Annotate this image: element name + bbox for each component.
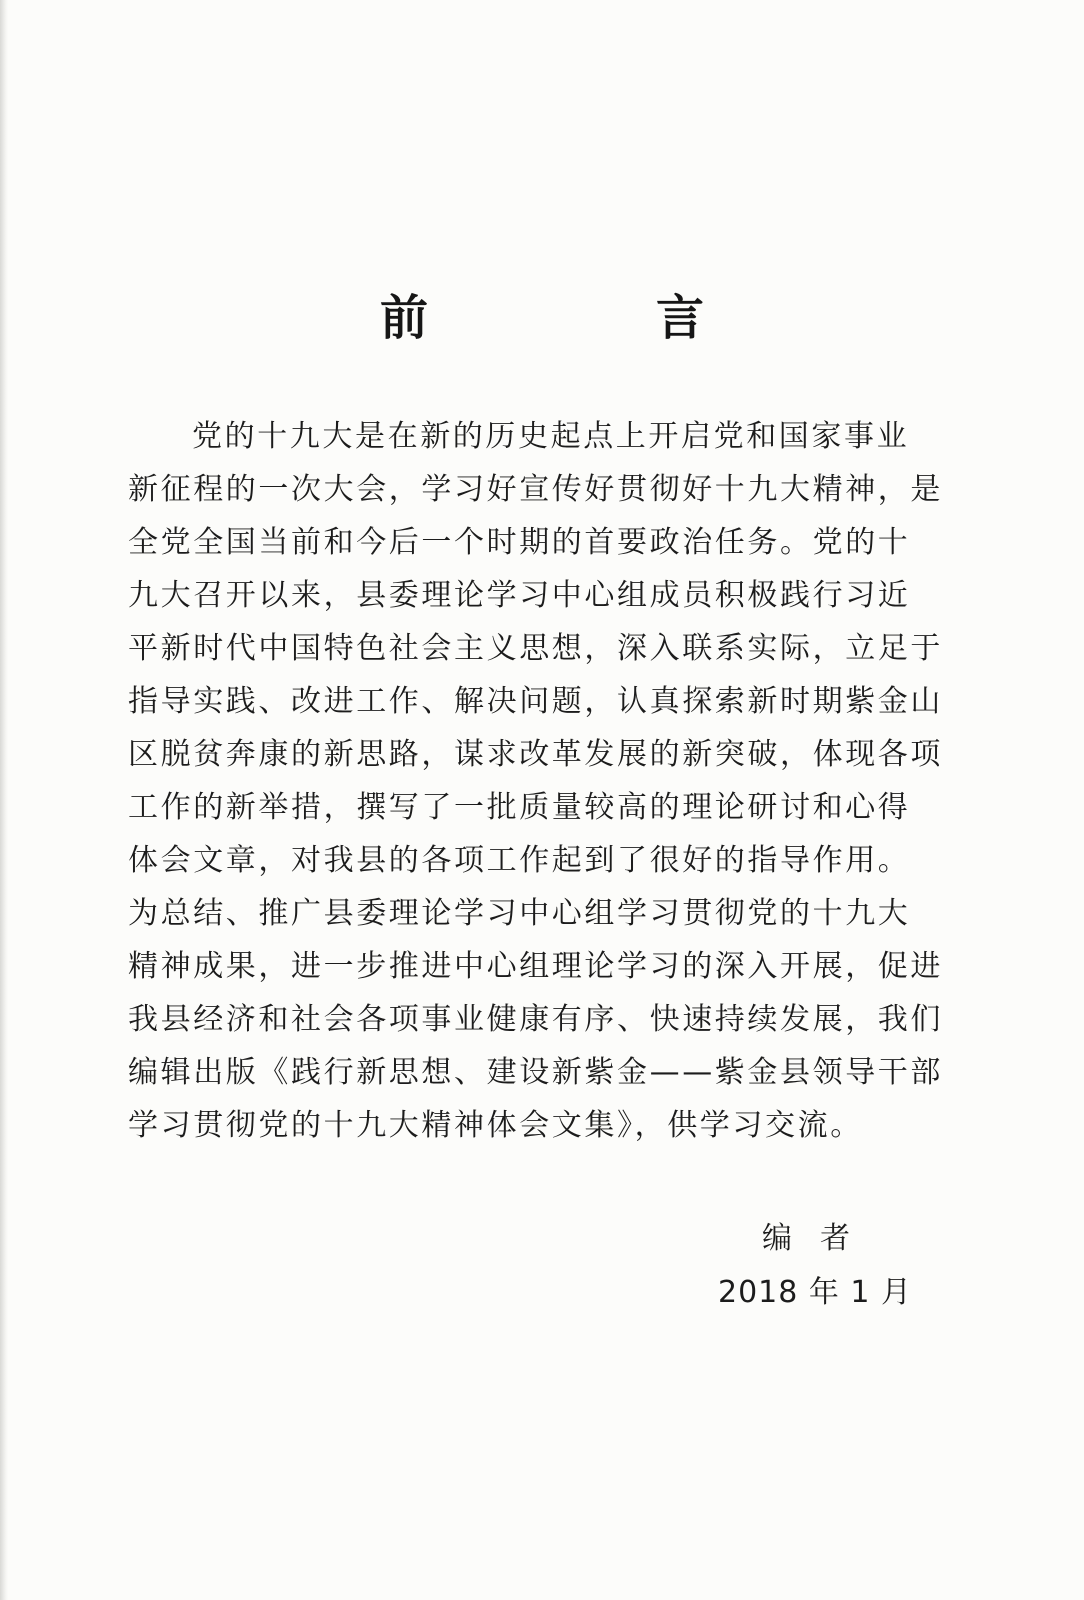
preface-line: 平新时代中国特色社会主义思想，深入联系实际，立足于 (128, 631, 943, 666)
author-label: 编者 (762, 1221, 878, 1256)
preface-line: 指导实践、改进工作、解决问题，认真探索新时期紫金山 (128, 684, 943, 719)
preface-line: 为总结、推广县委理论学习中心组学习贯彻党的十九大 (128, 896, 911, 931)
date-label: 2018 年 1 月 (718, 1275, 913, 1310)
preface-line: 编辑出版《践行新思想、建设新紫金——紫金县领导干部 (128, 1055, 943, 1090)
preface-line: 新征程的一次大会，学习好宣传好贯彻好十九大精神，是 (128, 472, 943, 507)
preface-line: 我县经济和社会各项事业健康有序、快速持续发展，我们 (128, 1002, 943, 1037)
preface-line: 区脱贫奔康的新思路，谋求改革发展的新突破，体现各项 (128, 737, 943, 772)
preface-line: 工作的新举措，撰写了一批质量较高的理论研讨和心得 (128, 790, 911, 825)
page-title: 前 言 (379, 290, 794, 346)
preface-line: 全党全国当前和今后一个时期的首要政治任务。党的十 (128, 525, 911, 560)
signature-block (700, 1212, 920, 1320)
preface-line: 学习贯彻党的十九大精神体会文集》，供学习交流。 (128, 1108, 863, 1143)
preface-line: 体会文章，对我县的各项工作起到了很好的指导作用。 (128, 843, 911, 878)
preface-line: 党的十九大是在新的历史起点上开启党和国家事业 (192, 419, 910, 454)
preface-body (128, 410, 960, 1152)
preface-line: 九大召开以来，县委理论学习中心组成员积极践行习近 (128, 578, 911, 613)
preface-line: 精神成果，进一步推进中心组理论学习的深入开展，促进 (128, 949, 943, 984)
scan-edge (0, 0, 8, 1600)
